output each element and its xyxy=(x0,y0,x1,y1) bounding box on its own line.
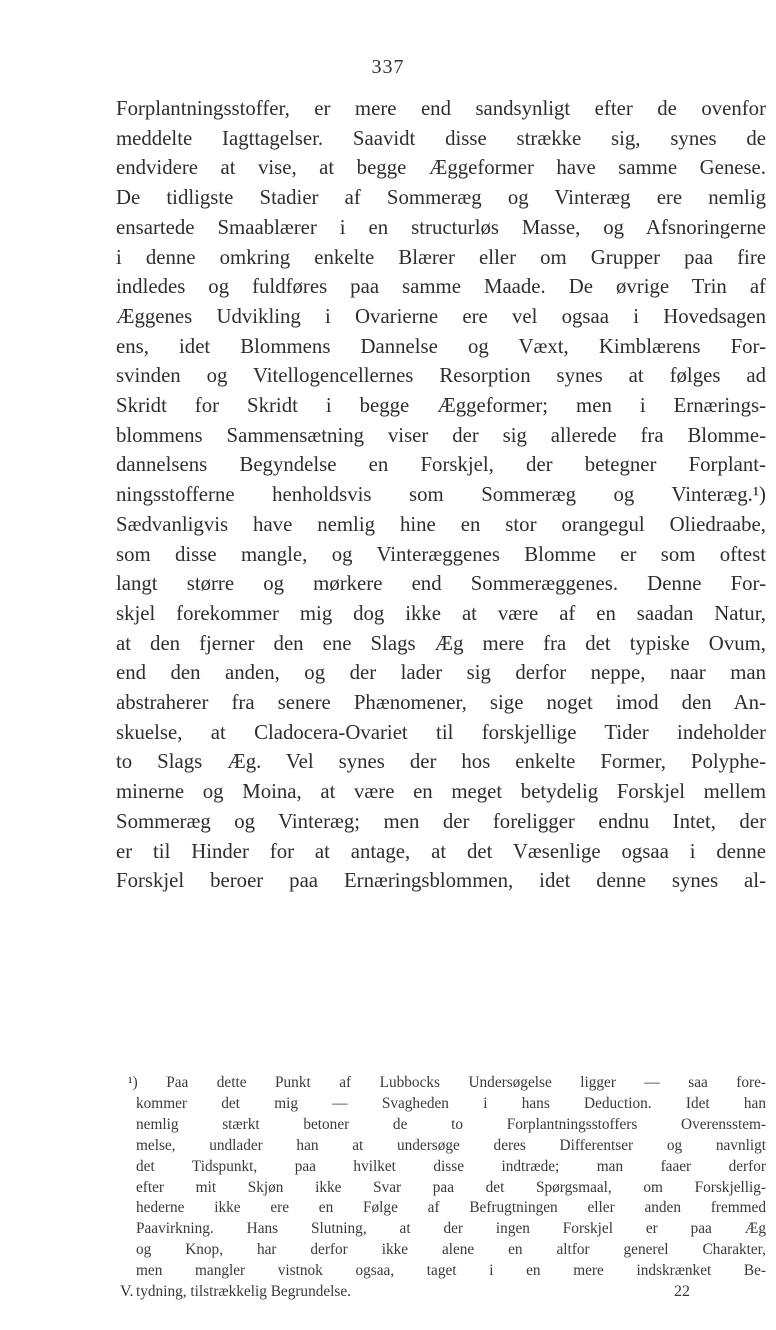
body-line: De tidligste Stadier af Sommeræg og Vinteræg ere nemlig xyxy=(116,186,766,210)
body-line: Skridt for Skridt i begge Æggeformer; men i Ernærings- xyxy=(116,394,766,418)
body-line: Forplantningsstoffer, er mere end sandsynligt efter de ovenfor xyxy=(116,97,766,120)
body-line: skuelse, at Cladocera-Ovariet til forskjellige Tider indeholder xyxy=(116,720,766,744)
footnote-line: efter mit Skjøn ikke Svar paa det Spørgsmaal, om Forskjellig- xyxy=(136,1178,766,1196)
body-line: ensartede Smaablærer i en structurløs Masse, og Afsnoringerne xyxy=(116,215,766,239)
body-line: end den anden, og der lader sig derfor neppe, naar man xyxy=(116,661,766,685)
body-line: meddelte Iagttagelser. Saavidt disse strække sig, synes de xyxy=(116,126,766,150)
body-line: minerne og Moina, at være en meget betydelig Forskjel mellem xyxy=(116,780,766,804)
body-line: ens, idet Blommens Dannelse og Væxt, Kimblærens For- xyxy=(116,334,766,358)
body-line: dannelsens Begyndelse en Forskjel, der betegner Forplant- xyxy=(116,453,766,477)
footnote-line: og Knop, har derfor ikke alene en altfor generel Charakter, xyxy=(136,1241,766,1259)
volume-mark: V. xyxy=(120,1283,134,1300)
page-number: 337 xyxy=(371,56,405,78)
footnote-line: ¹) Paa dette Punkt af Lubbocks Undersøgelse ligger — saa fore- xyxy=(128,1074,766,1091)
body-line: blommens Sammensætning viser der sig allerede fra Blomme- xyxy=(116,423,766,447)
body-line: at den fjerner den ene Slags Æg mere fra det typiske Ovum, xyxy=(116,631,766,655)
body-line: skjel forekommer mig dog ikke at være af en saadan Natur, xyxy=(116,601,766,625)
footnote-line: det Tidspunkt, paa hvilket disse indtræde; man faaer derfor xyxy=(136,1157,766,1175)
body-line: i denne omkring enkelte Blærer eller om Grupper paa fire xyxy=(116,245,766,269)
body-line: ningsstofferne henholdsvis som Sommeræg og Vinteræg.¹) xyxy=(116,483,766,507)
body-line: som disse mangle, og Vinteræggenes Blomme er som oftest xyxy=(116,542,766,566)
footnote xyxy=(116,1073,766,1303)
body-line: svinden og Vitellogencellernes Resorption synes at følges ad xyxy=(116,364,766,388)
body-line: Æggenes Udvikling i Ovarierne ere vel ogsaa i Hovedsagen xyxy=(116,304,766,328)
body-text xyxy=(116,94,766,896)
footnote-line: men mangler vistnok ogsaa, taget i en mere indskrænket Be- xyxy=(136,1262,766,1280)
body-line: indledes og fuldføres paa samme Maade. De øvrige Trin af xyxy=(116,275,766,299)
body-line: to Slags Æg. Vel synes der hos enkelte Former, Polyphe- xyxy=(116,750,766,774)
body-line: abstraherer fra senere Phænomener, sige noget imod den An- xyxy=(116,691,766,715)
body-line: langt større og mørkere end Sommeræggenes. Denne For- xyxy=(116,572,766,596)
sheet-number: 22 xyxy=(674,1283,690,1300)
body-line: Sommeræg og Vinteræg; men der foreligger endnu Intet, der xyxy=(116,809,766,833)
footnote-line: hederne ikke ere en Følge af Befrugtningen eller anden fremmed xyxy=(136,1199,766,1217)
body-line: Forskjel beroer paa Ernæringsblommen, idet denne synes al- xyxy=(116,869,766,893)
body-line: Sædvanligvis have nemlig hine en stor orangegul Oliedraabe, xyxy=(116,512,766,536)
body-line: er til Hinder for at antage, at det Væsenlige ogsaa i denne xyxy=(116,839,766,863)
footnote-line: melse, undlader han at undersøge deres Differentser og navnligt xyxy=(136,1136,766,1154)
footnote-line: kommer det mig — Svagheden i hans Deduction. Idet han xyxy=(136,1094,766,1112)
footnote-line: Paavirkning. Hans Slutning, at der ingen Forskjel er paa Æg xyxy=(136,1220,766,1238)
footnote-line: nemlig stærkt betoner de to Forplantningsstoffers Overensstem- xyxy=(136,1115,766,1133)
footnote-line: tydning, tilstrækkelig Begrundelse. xyxy=(136,1283,351,1301)
body-line: endvidere at vise, at begge Æggeformer have samme Genese. xyxy=(116,156,766,180)
